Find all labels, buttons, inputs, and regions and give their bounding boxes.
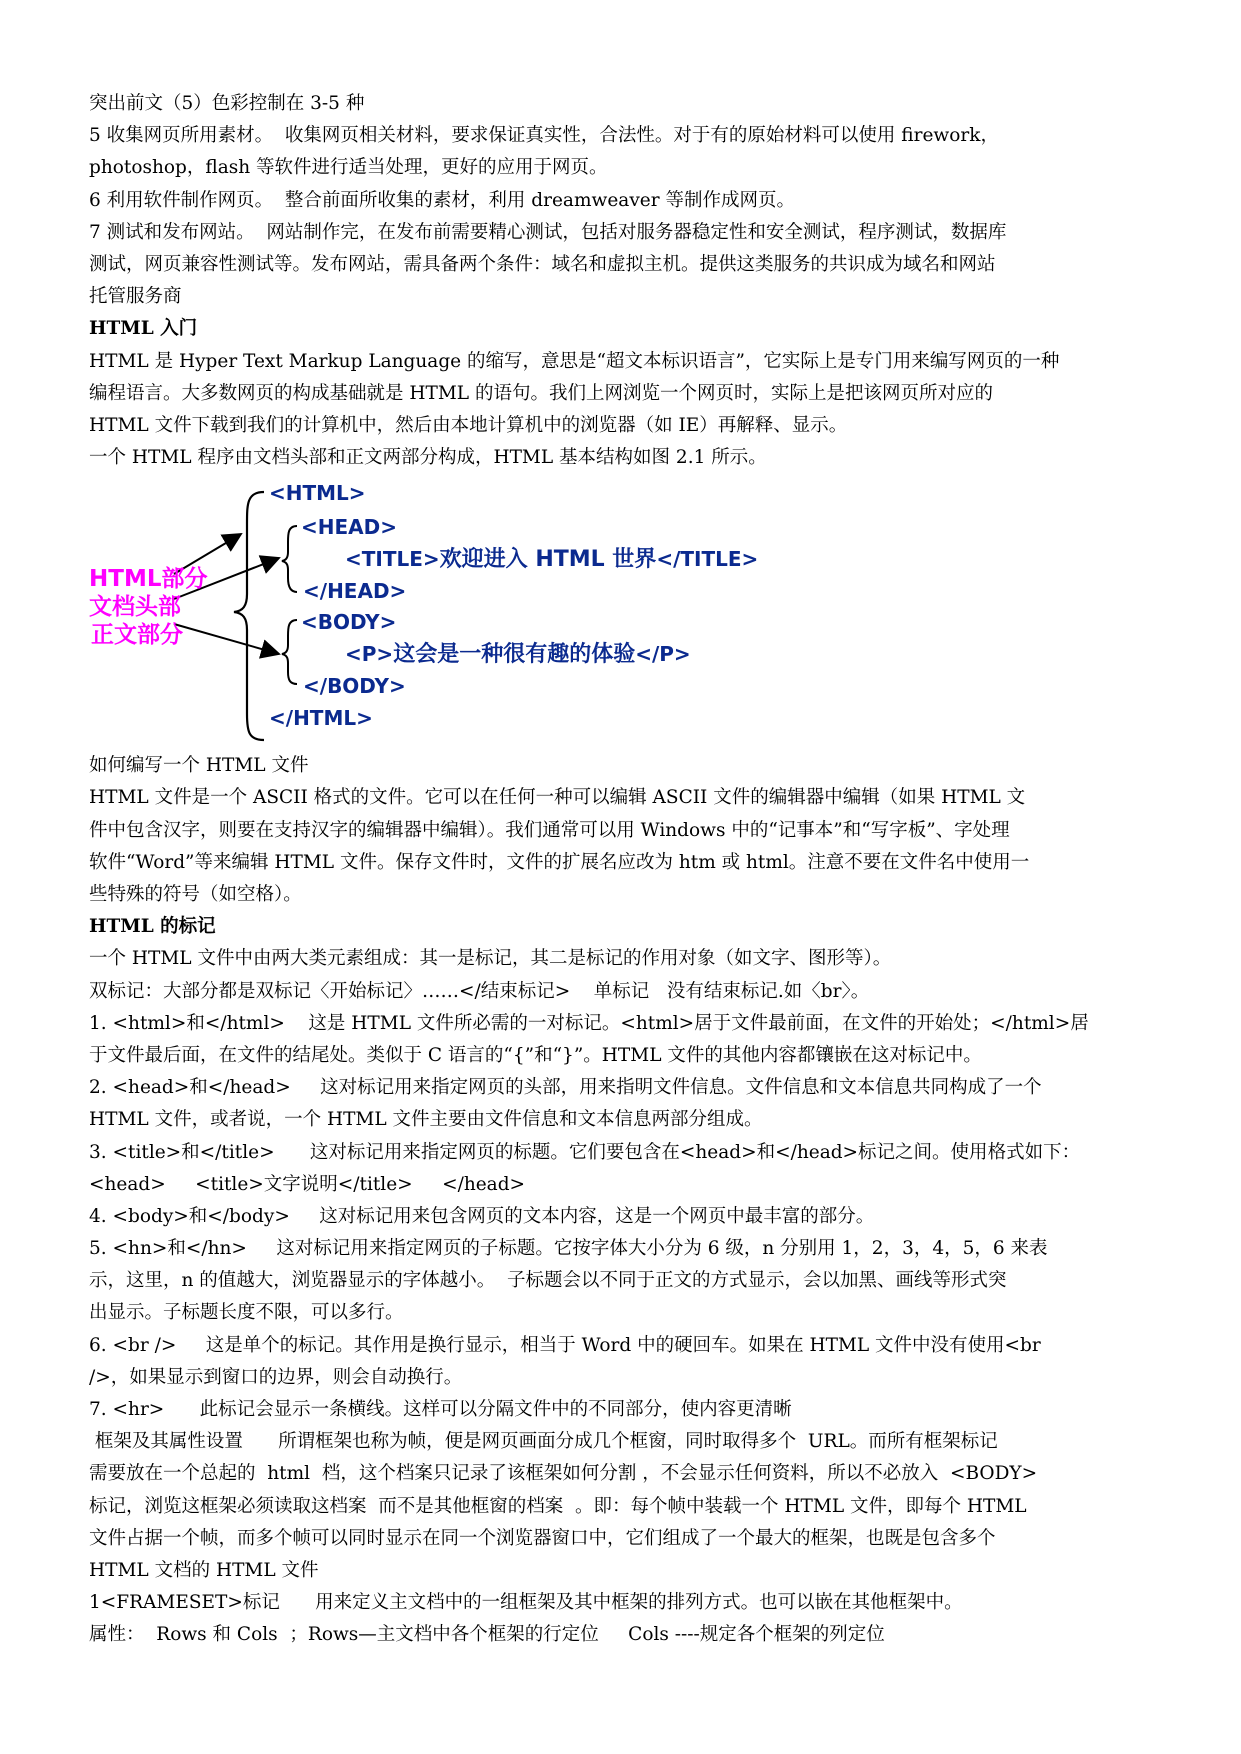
text-line: 7 测试和发布网站。 网站制作完，在发布前需要精心测试，包括对服务器稳定性和安全测试，程序测试，数据库 [89,221,1007,243]
text-line: 标记，浏览这框架必须读取这档案 而不是其他框窗的档案 。即：每个帧中装载一个 HTML 文件，即每个 HTML [89,1495,1027,1517]
text-line: 突出前文（5）色彩控制在 3-5 种 [89,93,365,114]
label-body-part: 正文部分 [91,622,183,649]
text-line: 文件占据一个帧，而多个帧可以同时显示在同一个浏览器窗口中，它们组成了一个最大的框架，也既是包含多个 [89,1527,996,1549]
section-heading: HTML 的标记 [89,916,216,938]
text-line: 5. <hn>和</hn> 这对标记用来指定网页的子标题。它按字体大小分为 6 级，n 分别用 1，2，3，4，5，6 来表 [89,1238,1048,1260]
text-line: 如何编写一个 HTML 文件 [89,755,309,777]
text-line: HTML 文件，或者说，一个 HTML 文件主要由文件信息和文本信息两部分组成。 [89,1109,763,1131]
text-line: 框架及其属性设置 所谓框架也称为帧，便是网页画面分成几个框窗，同时取得多个 URL。而所有框架标记 [89,1431,998,1453]
text-line: 编程语言。大多数网页的构成基础就是 HTML 的语句。我们上网浏览一个网页时，实际上是把该网页所对应的 [89,382,993,404]
head-brace [282,526,297,592]
text-line: 属性： Rows 和 Cols ；Rows—主文档中各个框架的行定位 Cols ----规定各个框架的列定位 [89,1624,885,1646]
text-line: 1<FRAMESET>标记 用来定义主文档中的一组框架及其中框架的排列方式。也可以嵌在其他框架中。 [89,1592,963,1614]
text-line: 4. <body>和</body> 这对标记用来包含网页的文本内容，这是一个网页中最丰富的部分。 [89,1205,875,1227]
code-p-text: 这会是一种很有趣的体验 [393,642,636,668]
label-head-part: 文档头部 [89,594,181,621]
text-line: 1. <html>和</html> 这是 HTML 文件所必需的一对标记。<html>居于文件最前面，在文件的开始处；</html>居 [89,1012,1089,1034]
html-structure-diagram [89,474,1157,750]
text-line: 一个 HTML 程序由文档头部和正文两部分构成，HTML 基本结构如图 2.1 所示。 [89,447,767,469]
text-line: 7. <hr> 此标记会显示一条横线。这样可以分隔文件中的不同部分，使内容更清晰 [89,1399,792,1420]
text-line: HTML 文档的 HTML 文件 [89,1559,319,1581]
text-line: <head> <title>文字说明</title> </head> [89,1173,526,1195]
code-title-close: </TITLE> [656,547,759,572]
document-body [89,88,1157,1652]
text-line: HTML 文件是一个 ASCII 格式的文件。它可以在任何一种可以编辑 ASCII 文件的编辑器中编辑（如果 HTML 文 [89,787,1026,809]
text-line: 些特殊的符号（如空格）。 [89,884,302,905]
text-line: HTML 文件下载到我们的计算机中，然后由本地计算机中的浏览器（如 IE）再解释、显示。 [89,414,848,436]
code-p-line [345,641,691,667]
text-line: 测试，网页兼容性测试等。发布网站，需具备两个条件：域名和虚拟主机。提供这类服务的共识成为域名和网站 [89,253,996,275]
code-p-close: </P> [635,642,691,667]
code-head-open: <HEAD> [301,515,397,540]
text-line: 托管服务商 [89,286,182,308]
text-line: 于文件最后面，在文件的结尾处。类似于 C 语言的“{”和“}”。HTML 文件的其他内容都镶嵌在这对标记中。 [89,1044,982,1066]
text-line: 需要放在一个总起的 html 档，这个档案只记录了该框架如何分割 ，不会显示任何资料，所以不必放入 <BODY> [89,1463,1038,1485]
text-line: 3. <title>和</title> 这对标记用来指定网页的标题。它们要包含在<head>和</head>标记之间。使用格式如下： [89,1141,1081,1163]
text-line: 出显示。子标题长度不限，可以多行。 [89,1302,404,1324]
body-brace [282,620,297,684]
code-html-open: <HTML> [269,481,366,506]
text-line: 6. <br /> 这是单个的标记。其作用是换行显示，相当于 Word 中的硬回车。如果在 HTML 文件中没有使用<br [89,1334,1041,1356]
code-html-close: </HTML> [269,706,373,731]
text-line: />，如果显示到窗口的边界，则会自动换行。 [89,1366,463,1388]
top-paragraphs [89,88,1157,474]
text-line: photoshop，flash 等软件进行适当处理，更好的应用于网页。 [89,157,608,179]
bottom-paragraphs [89,750,1157,1651]
outer-brace [234,492,264,740]
html-structure-figure [89,474,1157,750]
text-line: HTML 是 Hyper Text Markup Language 的缩写，意思是“超文本标识语言”，它实际上是专门用来编写网页的一种 [89,350,1060,372]
code-body-open: <BODY> [301,610,397,635]
code-p-open: <P> [345,642,394,667]
code-head-close: </HEAD> [303,579,407,604]
code-title-open: <TITLE> [345,547,440,572]
code-title-line [345,546,758,572]
text-line: 6 利用软件制作网页。 整合前面所收集的素材，利用 dreamweaver 等制作成网页。 [89,189,795,211]
arrow-body-part [174,624,279,654]
text-line: 2. <head>和</head> 这对标记用来指定网页的头部，用来指明文件信息。文件信息和文本信息共同构成了一个 [89,1077,1042,1099]
text-line: 示，这里，n 的值越大，浏览器显示的字体越小。 子标题会以不同于正文的方式显示，会以加黑、画线等形式突 [89,1270,1007,1292]
text-line: 双标记：大部分都是双标记〈开始标记〉……</结束标记> 单标记 没有结束标记.如〈br〉。 [89,980,870,1002]
text-line: 软件“Word”等来编辑 HTML 文件。保存文件时，文件的扩展名应改为 htm 或 html。注意不要在文件名中使用一 [89,851,1030,873]
code-title-text: 欢迎进入 HTML 世界 [439,547,657,573]
label-html-part: HTML部分 [89,566,208,593]
text-line: 一个 HTML 文件中由两大类元素组成：其一是标记，其二是标记的作用对象（如文字、图形等）。 [89,948,892,970]
section-heading: HTML 入门 [89,318,198,340]
text-line: 5 收集网页所用素材。 收集网页相关材料，要求保证真实性，合法性。对于有的原始材料可以使用 firework， [89,125,999,147]
code-body-close: </BODY> [303,674,406,699]
text-line: 件中包含汉字，则要在支持汉字的编辑器中编辑）。我们通常可以用 Windows 中的“记事本”和“写字板”、字处理 [89,819,1010,841]
